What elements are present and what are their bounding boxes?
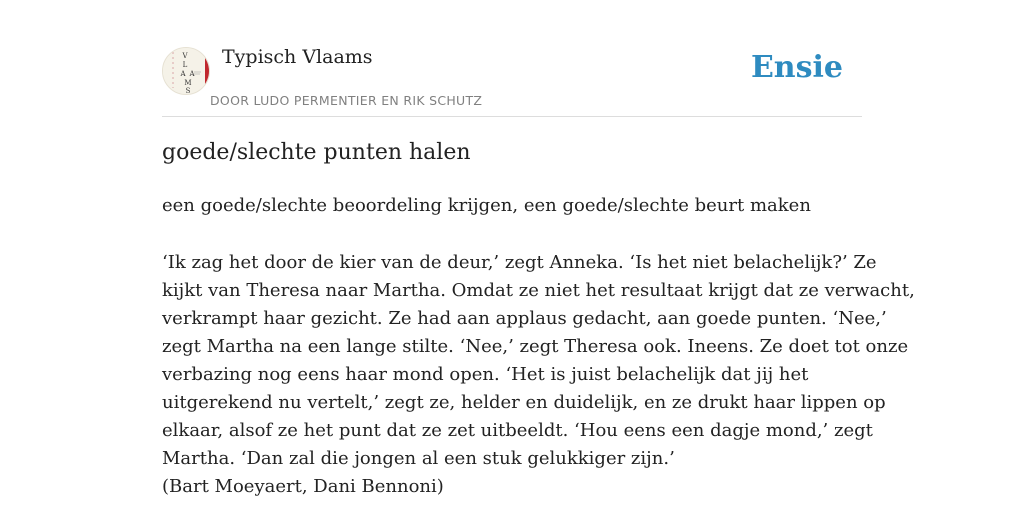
ensie-logo[interactable]: Ensie bbox=[750, 50, 843, 85]
entry-definition: een goede/slechte beoordeling krijgen, een goede/slechte beurt maken bbox=[162, 195, 811, 216]
dictionary-title[interactable]: Typisch Vlaams bbox=[222, 46, 373, 68]
svg-text:A: A bbox=[180, 70, 186, 78]
dictionary-logo[interactable] bbox=[162, 47, 210, 95]
example-line: uitgerekend nu vertelt,’ zegt ze, helder en duidelijk, en ze drukt haar lippen op bbox=[162, 392, 886, 413]
book-cover-logo-icon bbox=[163, 48, 209, 94]
svg-text:L: L bbox=[182, 61, 188, 69]
dictionary-header bbox=[162, 44, 862, 117]
entry-example bbox=[162, 249, 915, 501]
example-line: zegt Martha na een lange stilte. ‘Nee,’ zegt Theresa ook. Ineens. Ze doet tot onze bbox=[162, 336, 909, 357]
example-line: verkrampt haar gezicht. Ze had aan applaus gedacht, aan goede punten. ‘Nee,’ bbox=[162, 308, 887, 329]
example-source: (Bart Moeyaert, Dani Bennoni) bbox=[162, 476, 444, 497]
svg-text:A: A bbox=[189, 70, 195, 78]
svg-text:M: M bbox=[184, 79, 192, 87]
example-line: elkaar, alsof ze het punt dat ze zet uitbeeldt. ‘Hou eens een dagje mond,’ zegt bbox=[162, 420, 873, 441]
example-line: ‘Ik zag het door de kier van de deur,’ zegt Anneka. ‘Is het niet belachelijk?’ Ze bbox=[162, 252, 877, 273]
example-line: Martha. ‘Dan zal die jongen al een stuk gelukkiger zijn.’ bbox=[162, 448, 675, 469]
svg-text:S: S bbox=[185, 87, 191, 94]
example-line: kijkt van Theresa naar Martha. Omdat ze niet het resultaat krijgt dat ze verwacht, bbox=[162, 280, 915, 301]
svg-text:V: V bbox=[182, 52, 188, 60]
example-line: verbazing nog eens haar mond open. ‘Het is juist belachelijk dat jij het bbox=[162, 364, 809, 385]
dictionary-authors: DOOR LUDO PERMENTIER EN RIK SCHUTZ bbox=[210, 93, 483, 108]
entry-term: goede/slechte punten halen bbox=[162, 140, 471, 165]
